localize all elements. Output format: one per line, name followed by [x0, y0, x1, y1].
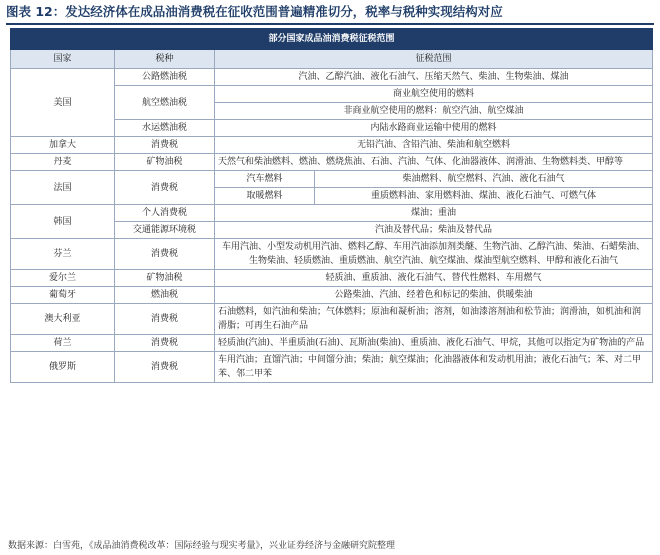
scope-cell: 非商业航空使用的燃料：航空汽油、航空煤油	[215, 103, 653, 120]
header-country: 国家	[11, 50, 115, 69]
scope-cell: 内陆水路商业运输中使用的燃料	[215, 120, 653, 137]
fuel-tax-table	[10, 28, 653, 383]
scope-cell: 煤油；重油	[215, 205, 653, 222]
table-row	[11, 154, 653, 171]
table-row	[11, 239, 653, 270]
tax-cell: 公路燃油税	[115, 69, 215, 86]
tax-cell: 消费税	[115, 137, 215, 154]
table-caption-row	[11, 29, 653, 50]
tax-cell: 个人消费税	[115, 205, 215, 222]
scope-cell: 轻质油、重质油、液化石油气、替代性燃料、车用燃气	[215, 270, 653, 287]
tax-cell: 航空燃油税	[115, 86, 215, 120]
table-row	[11, 270, 653, 287]
tax-cell: 交通能源环境税	[115, 222, 215, 239]
country-cell: 爱尔兰	[11, 270, 115, 287]
country-cell: 荷兰	[11, 335, 115, 352]
scope-cell: 石油燃料，如汽油和柴油；气体燃料；原油和凝析油；溶剂，如油漆溶剂油和松节油；润滑油，如机油和润滑脂；可再生石油产品	[215, 304, 653, 335]
table-header-row	[11, 50, 653, 69]
country-cell: 法国	[11, 171, 115, 205]
scope-cell: 柴油燃料、航空燃料、汽油、液化石油气	[315, 171, 653, 188]
scope-cell: 重质燃料油、家用燃料油、煤油、液化石油气、可燃气体	[315, 188, 653, 205]
scope-cell: 商业航空使用的燃料	[215, 86, 653, 103]
country-cell: 葡萄牙	[11, 287, 115, 304]
table-row	[11, 304, 653, 335]
scope-cell: 天然气和柴油燃料、燃油、燃烧焦油、石油、汽油、气体、化油器液体、润滑油、生物燃料类、甲醇等	[215, 154, 653, 171]
tax-cell: 水运燃油税	[115, 120, 215, 137]
figure-title: 图表 12：发达经济体在成品油消费税在征收范围普遍精准切分，税率与税种实现结构对应	[6, 4, 503, 19]
tax-cell: 矿物油税	[115, 270, 215, 287]
table-row	[11, 205, 653, 222]
tax-cell: 消费税	[115, 171, 215, 205]
title-rule	[6, 23, 654, 25]
country-cell: 芬兰	[11, 239, 115, 270]
country-cell: 澳大利亚	[11, 304, 115, 335]
tax-cell: 消费税	[115, 335, 215, 352]
table-row	[11, 352, 653, 383]
sub-tax-cell: 汽车燃料	[215, 171, 315, 188]
country-cell: 丹麦	[11, 154, 115, 171]
tax-cell: 燃油税	[115, 287, 215, 304]
table-row	[11, 287, 653, 304]
table-row	[11, 171, 653, 188]
tax-cell: 矿物油税	[115, 154, 215, 171]
country-cell: 俄罗斯	[11, 352, 115, 383]
country-cell: 韩国	[11, 205, 115, 239]
country-cell: 加拿大	[11, 137, 115, 154]
scope-cell: 车用汽油；直馏汽油；中间馏分油；柴油；航空煤油；化油器液体和发动机用油；液化石油气；苯、对二甲苯、邻二甲苯	[215, 352, 653, 383]
tax-cell: 消费税	[115, 304, 215, 335]
scope-cell: 汽油及替代品；柴油及替代品	[215, 222, 653, 239]
table-caption: 部分国家成品油消费税征税范围	[11, 29, 653, 50]
scope-cell: 车用汽油、小型发动机用汽油、燃料乙醇、车用汽油添加剂类醚、生物汽油、乙醇汽油、柴油、石蜡柴油、生物柴油、轻质燃油、重质燃油、航空汽油、航空煤油、煤油型航空燃料、甲醇和液化石油气	[215, 239, 653, 270]
table-row	[11, 335, 653, 352]
scope-cell: 公路柴油、汽油、经着色和标记的柴油、供暖柴油	[215, 287, 653, 304]
scope-cell: 轻质油(汽油)、半重质油(石油)、瓦斯油(柴油)、重质油、液化石油气、甲烷，其他可以指定为矿物油的产品	[215, 335, 653, 352]
scope-cell: 无铅汽油、含铅汽油、柴油和航空燃料	[215, 137, 653, 154]
data-source-note: 数据来源：白雪苑，《成品油消费税改革：国际经验与现实考量》，兴业证券经济与金融研究院整理	[8, 541, 396, 551]
tax-cell: 消费税	[115, 239, 215, 270]
header-tax: 税种	[115, 50, 215, 69]
sub-tax-cell: 取暖燃料	[215, 188, 315, 205]
header-scope: 征税范围	[215, 50, 653, 69]
country-cell: 美国	[11, 69, 115, 137]
tax-cell: 消费税	[115, 352, 215, 383]
table-row	[11, 69, 653, 86]
table-row	[11, 137, 653, 154]
scope-cell: 汽油、乙醇汽油、液化石油气、压缩天然气、柴油、生物柴油、煤油	[215, 69, 653, 86]
